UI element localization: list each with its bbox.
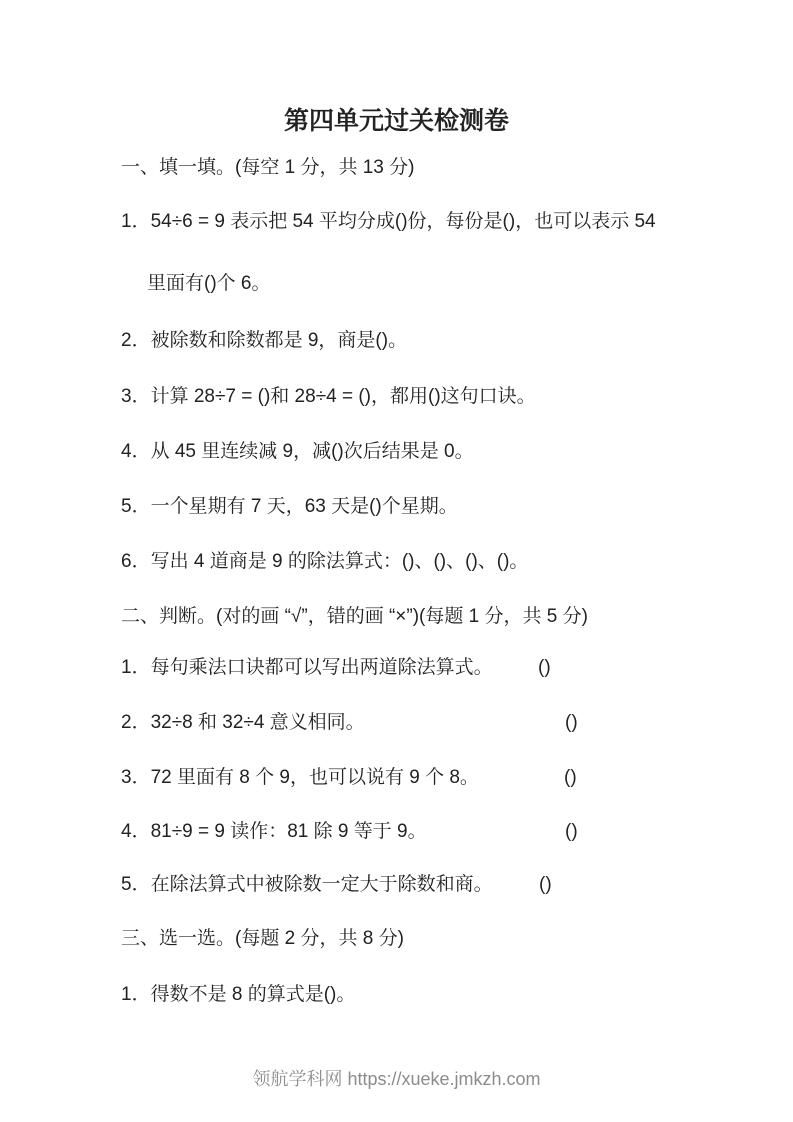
section-1-q1-line-2: 里面有()个 6。 — [147, 273, 271, 294]
section-1-q3: 3．计算 28÷7 = ()和 28÷4 = ()，都用()这句口诀。 — [121, 386, 536, 407]
section-1-heading: 一、填一填。(每空 1 分，共 13 分) — [121, 157, 415, 178]
judge-item-1 — [121, 653, 551, 683]
section-1-q4: 4．从 45 里连续减 9，减()次后结果是 0。 — [121, 441, 474, 462]
judge-item-2 — [121, 708, 578, 738]
judge-item-3-answer-blank: () — [564, 767, 577, 788]
section-1-q2: 2．被除数和除数都是 9，商是()。 — [121, 330, 408, 351]
judge-item-5 — [121, 870, 552, 900]
judge-item-5-answer-blank: () — [539, 874, 552, 895]
section-3-heading: 三、选一选。(每题 2 分，共 8 分) — [121, 928, 404, 949]
judge-item-4 — [121, 817, 578, 847]
judge-item-3-text: 3．72 里面有 8 个 9，也可以说有 9 个 8。 — [121, 767, 479, 788]
section-1-q1-line-1: 1．54÷6 = 9 表示把 54 平均分成()份，每份是()，也可以表示 54 — [121, 211, 656, 232]
judge-item-1-text: 1．每句乘法口诀都可以写出两道除法算式。 — [121, 657, 493, 678]
section-2-heading: 二、判断。(对的画 “√”，错的画 “×”)(每题 1 分，共 5 分) — [121, 606, 588, 627]
page-title: 第四单元过关检测卷 — [283, 107, 509, 135]
judge-item-4-answer-blank: () — [565, 821, 578, 842]
judge-item-5-text: 5．在除法算式中被除数一定大于除数和商。 — [121, 874, 493, 895]
judge-item-3 — [121, 763, 577, 793]
section-1-q5: 5．一个星期有 7 天，63 天是()个星期。 — [121, 496, 458, 517]
judge-item-1-answer-blank: () — [538, 657, 551, 678]
section-1-q6: 6．写出 4 道商是 9 的除法算式：()、()、()、()。 — [121, 551, 529, 572]
section-3-q1: 1．得数不是 8 的算式是()。 — [121, 984, 356, 1005]
judge-item-4-text: 4．81÷9 = 9 读作：81 除 9 等于 9。 — [121, 821, 427, 842]
judge-item-2-text: 2．32÷8 和 32÷4 意义相同。 — [121, 712, 365, 733]
watermark-footer: 领航学科网 https://xueke.jmkzh.com — [252, 1069, 541, 1089]
judge-item-2-answer-blank: () — [565, 712, 578, 733]
